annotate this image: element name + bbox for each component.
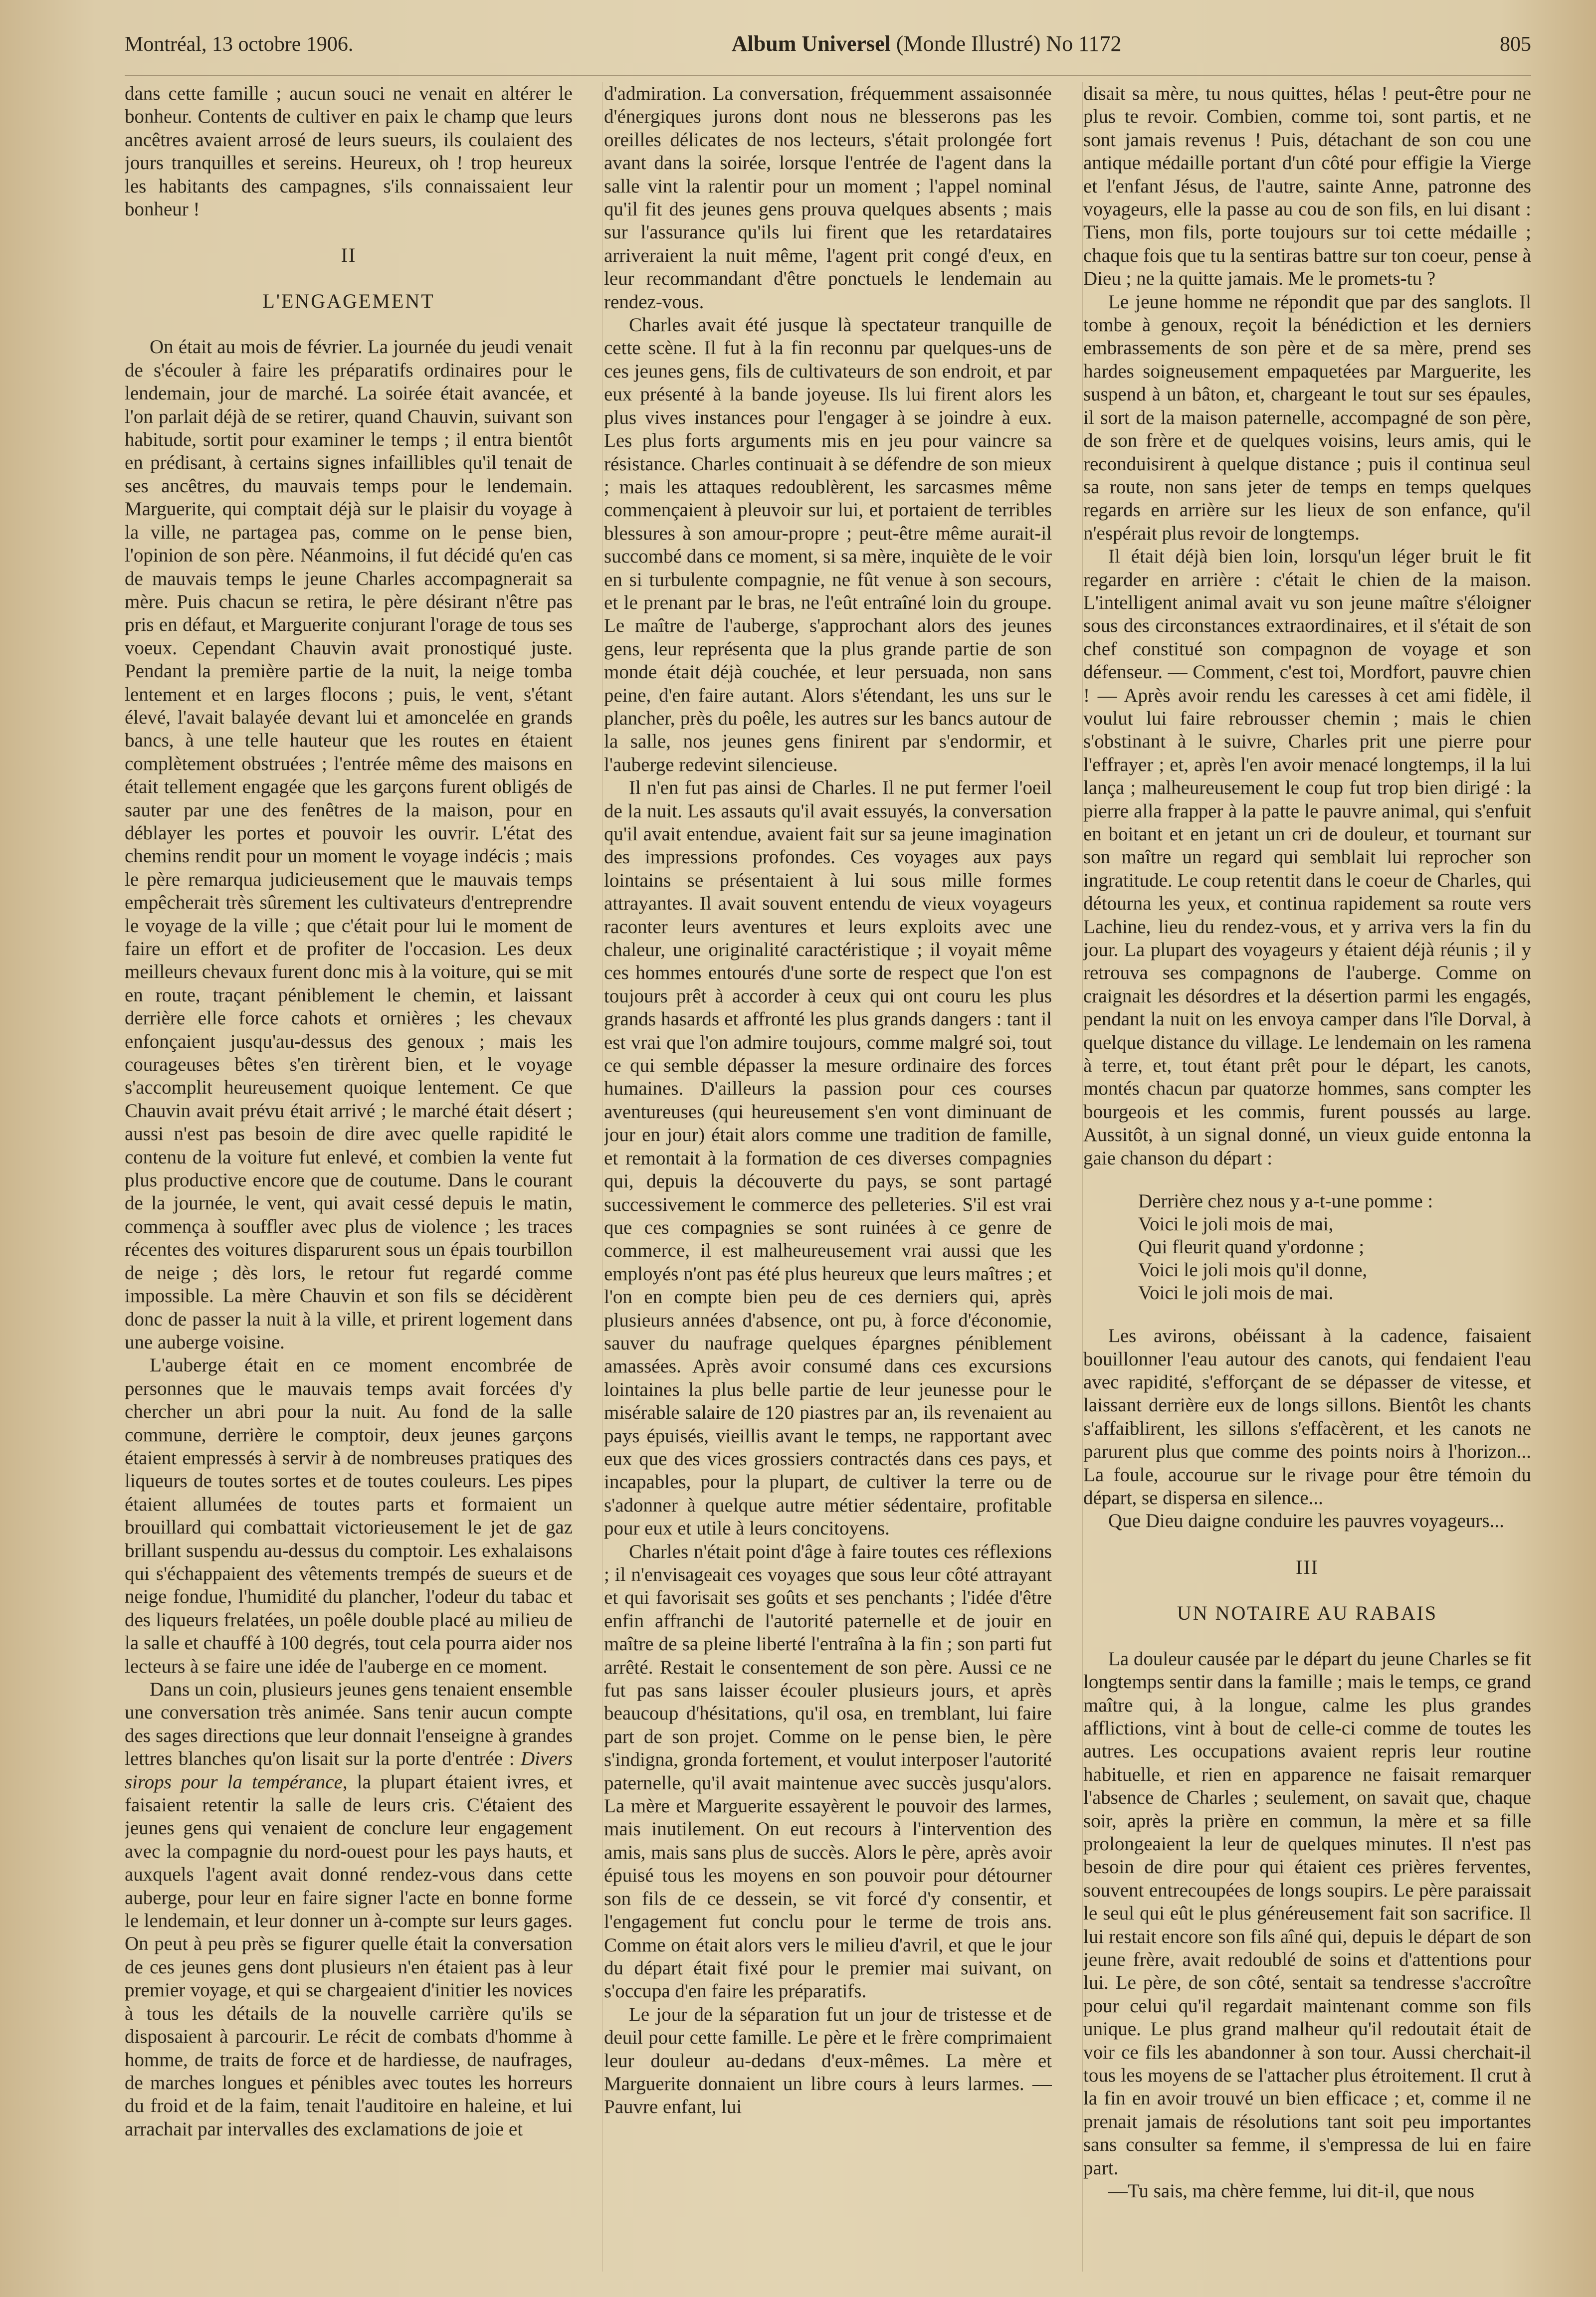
column-3 (1083, 82, 1531, 2272)
paragraph: Il était déjà bien loin, lorsqu'un léger bruit le fit regarder en arrière : c'était le chien de la maison. L'intelligent animal avait vu son jeune maître s'éloigner sous des circonstances extraordinaires, et il s'était de son chef constitué son compagnon de voyage et son défenseur. — Comment, c'est toi, Mordfort, pauvre chien ! — Après avoir rendu les caresses à cet ami fidèle, il voulut lui faire rebrousser chemin ; mais le chien s'obstinant à le suivre, Charles prit une pierre pour l'effrayer ; et, après l'en avoir menacé longtemps, il la lui lança ; malheureusement le coup fut trop bien dirigé : la pierre alla frapper à la patte le pauvre animal, qui s'enfuit en boitant et en jetant un cri de douleur, et tournant sur son maître un regard qui semblait lui reprocher son ingratitude. Le coup retentit dans le coeur de Charles, qui détourna les yeux, et continua rapidement sa route vers Lachine, lieu du rendez-vous, et y arriva vers la fin du jour. La plupart des voyageurs y étaient déjà réunis ; il y retrouva ses compagnons de l'auberge. Comme on craignait les désordres et la désertion parmi les engagés, pendant la nuit on les envoya camper dans l'île Dorval, à quelque distance du village. Le lendemain on les ramena à terre, et, tout étant prêt pour le départ, les canots, montés chacun par quatorze hommes, sans compter les bourgeois et les commis, furent poussés au large. Aussitôt, à un signal donné, un vieux guide entonna la gaie chanson du départ : (1083, 546, 1531, 1169)
paragraph: On était au mois de février. La journée du jeudi venait de s'écouler à faire les préparatifs ordinaires pour le lendemain, jour de marché. La soirée était avancée, et l'on parlait déjà de se retirer, quand Chauvin, suivant son habitude, sortit pour examiner le temps ; il entra bientôt en prédisant, à certains signes infaillibles qu'il tenait de ses ancêtres, du mauvais temps pour le lendemain. Marguerite, qui comptait déjà sur le plaisir du voyage à la ville, ne partagea pas, comme on le pense bien, l'opinion de son père. Néanmoins, il fut décidé qu'en cas de mauvais temps le jeune Charles accompagnerait sa mère. Puis chacun se retira, le père désirant n'être pas pris en défaut, et Marguerite conjurant l'orage de tous ses voeux. Cependant Chauvin avait pronostiqué juste. Pendant la première partie de la nuit, la neige tomba lentement et en larges flocons ; puis, le vent, s'étant élevé, l'avait balayée devant lui et amoncelée en grands bancs, à une telle hauteur que les routes en étaient complètement obstruées ; l'entrée même des maisons en était tellement engagée que les garçons furent obligés de sauter par une des fenêtres de la maison, pour en déblayer les portes et pouvoir les ouvrir. L'état des chemins rendit pour un moment le voyage indécis ; mais le père remarqua judicieusement que le mauvais temps empêcherait très sûrement les cultivateurs d'entreprendre le voyage de la ville ; que c'était pour lui le moment de faire un effort et de profiter de l'occasion. Les deux meilleurs chevaux furent donc mis à la voiture, qui se mit en route, traçant péniblement le chemin, et laissant derrière elle force cahots et ornières ; les chevaux enfonçaient jusqu'au-dessus des genoux ; mais les courageuses bêtes s'en tirèrent bien, et le voyage s'accomplit heureusement quoique lentement. Ce que Chauvin avait prévu était arrivé ; le marché était désert ; aussi n'est pas besoin de dire avec quelle rapidité le contenu de la voiture fut enlevé, et combien la vente fut plus productive encore que de coutume. Dans le courant de la journée, le vent, qui avait cessé depuis le matin, commença à souffler avec plus de violence ; les traces récentes des voitures disparurent sous un épais tourbillon de neige ; dès lors, le retour fut regardé comme impossible. La mère Chauvin et son fils se décidèrent donc de passer la nuit à la ville, et prirent logement dans une auberge voisine. (125, 336, 573, 1353)
verse-line: Voici le joli mois de mai. (1138, 1282, 1334, 1304)
text-run: , la plupart étaient ivres, et faisaient retentir la salle de leurs cris. C'étaient des jeunes gens qui venaient de conclure leur engagement avec la compagnie du nord-ouest pour les pays hauts, et auxquels l'agent avait donné rendez-vous dans cette auberge, pour leur en faire signer l'acte en bonne forme le lendemain, et leur donner un à-compte sur leurs gages. On peut à peu près se figurer quelle était la conversation de ces jeunes gens dont plusieurs n'en étaient pas à leur premier voyage, et qui se chargeaient d'initier les novices à tous les détails de la nouvelle carrière qu'ils se disposaient à parcourir. Le récit de combats d'homme à homme, de traits de force et de hardiesse, de naufrages, de marches longues et pénibles avec toutes les horreurs du froid et de la faim, tenait l'auditoire en haleine, et lui arrachait par intervalles des exclamations de joie et (125, 1771, 573, 2140)
column-2 (604, 82, 1052, 2272)
paragraph: L'auberge était en ce moment encombrée de personnes que le mauvais temps avait forcées d'y chercher un abri pour la nuit. Au fond de la salle commune, derrière le comptoir, deux jeunes garçons étaient empressés à servir à de nombreuses pratiques des liqueurs de toutes sortes et de toutes couleurs. Les pipes étaient allumées de toutes parts et formaient un brouillard qui combattait victorieusement le jet de gaz brillant suspendu au-dessus du comptoir. Les exhalaisons qui s'échappaient des vêtements trempés de sueurs et de neige fondue, l'humidité du plancher, l'odeur du tabac et des liqueurs frelatées, un poêle double placé au milieu de la salle et chauffé à 100 degrés, tout cela pourra aider nos lecteurs à se faire une idée de l'auberge en ce moment. (125, 1354, 573, 1677)
page-number: 805 (1500, 33, 1531, 56)
header-masthead (732, 31, 1122, 56)
text-columns (125, 82, 1531, 2272)
page-header (125, 31, 1531, 66)
verse-line: Derrière chez nous y a-t-une pomme : (1138, 1190, 1433, 1212)
paragraph (125, 1678, 573, 2141)
verse-line: Qui fleurit quand y'ordonne ; (1138, 1236, 1365, 1258)
paragraph: Charles n'était point d'âge à faire toutes ces réflexions ; il n'envisageait ces voyages que sous leur côté attrayant et qui favorisait ses goûts et ses penchants ; l'idée d'être enfin affranchi de l'autorité paternelle et de jouir en maître de sa pleine liberté l'entraîna à la fin ; son parti fut arrêté. Restait le consentement de son père. Aussi ce ne fut pas sans laisser écouler plusieurs jours, et après beaucoup d'hésitations, qu'il osa, en tremblant, lui faire part de son projet. Comme on le pense bien, le père s'indigna, gronda fortement, et voulut interposer l'autorité paternelle, qu'il avait maintenue avec succès jusqu'alors. La mère et Marguerite essayèrent le pouvoir des larmes, mais inutilement. On eut recours à l'intervention des amis, mais sans plus de succès. Alors le père, après avoir épuisé tous les moyens en son pouvoir pour détourner son fils de ce dessein, se vit forcé d'y consentir, et l'engagement fut conclu pour le terme de trois ans. Comme on était alors vers le milieu d'avril, et que le jour du départ était fixé pour le premier mai suivant, on s'occupa d'en faire les préparatifs. (604, 1540, 1052, 2002)
paragraph: Le jour de la séparation fut un jour de tristesse et de deuil pour cette famille. Le père et le frère comprimaient leur douleur au-dedans d'eux-mêmes. La mère et Marguerite donnaient un libre cours à leurs larmes. — Pauvre enfant, lui (604, 2003, 1052, 2118)
paragraph: Il n'en fut pas ainsi de Charles. Il ne put fermer l'oeil de la nuit. Les assauts qu'il avait essuyés, la conversation qu'il avait entendue, avaient fait sur sa jeune imagination des impressions profondes. Ces voyages aux pays lointains se présentaient à lui sous mille formes attrayantes. Il avait souvent entendu de vieux voyageurs raconter leurs aventures et leurs exploits avec une chaleur, une originalité caractéristique ; il voyait même ces hommes entourés d'une sorte de respect que l'on est toujours prêt à accorder à ceux qui ont couru les plus grands hasards et affronté les plus grands dangers : tant il est vrai que l'on admire toujours, comme malgré soi, tout ce qui semble dépasser la mesure ordinaire des forces humaines. D'ailleurs la passion pour ces courses aventureuses (qui heureusement s'en vont diminuant de jour en jour) était alors comme une tradition de famille, et remontait à la formation de ces diverses compagnies qui, depuis la découverte du pays, se sont partagé successivement le commerce des pelleteries. S'il est vrai que ces compagnies se sont ruinées à ce genre de commerce, il est malheureusement vrai aussi que les employés n'ont pas été plus heureux que leurs maîtres ; et l'on en compte bien peu de ces derniers qui, après plusieurs années d'absence, ont pu, à force d'économie, sauver du naufrage quelques épargnes péniblement amassées. Après avoir consumé dans ces excursions lointaines la plus belle partie de leur jeunesse pour le misérable salaire de 120 piastres par an, ils revenaient au pays épuisés, vieillis avant le temps, ne rapportant avec eux que des vices grossiers contractés dans ces pays, et incapables, pour la plupart, de cultiver la terre ou de s'adonner à quelque autre métier sédentaire, profitable pour eux et utile à leurs concitoyens. (604, 777, 1052, 1539)
paragraph: Le jeune homme ne répondit que par des sanglots. Il tombe à genoux, reçoit la bénédiction et les derniers embrassements de son père et de sa mère, prend ses hardes soigneusement empaquetées par Marguerite, les suspend à un bâton, et, chargeant le tout sur ses épaules, il sort de la maison paternelle, accompagné de son père, de son frère et de quelques voisins, leurs amis, qui le reconduisirent à quelque distance ; puis il continua seul sa route, non sans jeter de temps en temps quelques regards en arrière sur les lieux de son enfance, qu'il n'espérait plus revoir de longtemps. (1083, 291, 1531, 544)
paragraph: La douleur causée par le départ du jeune Charles se fit longtemps sentir dans la famille ; mais le temps, ce grand maître qui, à la longue, calme les plus grandes afflictions, vint à bout de celle-ci comme de toutes les autres. Les occupations avaient repris leur routine habituelle, et rien en apparence ne faisait remarquer l'absence de Charles ; seulement, on savait que, chaque soir, après la prière en commun, la mère et sa fille prolongeaient la leur de quelques minutes. Il n'est pas besoin de dire pour qui étaient ces prières ferventes, souvent entrecoupées de longs soupirs. Le père paraissait le seul qui eût le plus généreusement fait son sacrifice. Il lui restait encore son fils aîné qui, depuis le départ de son jeune frère, avait redoublé de soins et d'attentions pour lui. Le père, de son côté, sentait sa tendresse s'accroître pour celui qu'il regardait maintenant comme son fils unique. Le plus grand malheur qu'il redoutait était de voir ce fils les abandonner à son tour. Aussi cherchait-il tous les moyens de se l'attacher plus étroitement. Il crut à la fin en avoir trouvé un bien efficace ; et, comme il ne prenait jamais de résolutions tant soit peu importantes sans consulter sa femme, il s'empressa de lui en faire part. (1083, 1648, 1531, 2179)
paragraph: d'admiration. La conversation, fréquemment assaisonnée d'énergiques jurons dont nous ne blesserons pas les oreilles délicates de nos lecteurs, s'était prolongée fort avant dans la soirée, lorsque l'entrée de l'agent dans la salle vint la ralentir pour un moment ; l'appel nominal qu'il fit des jeunes gens prouva quelques absents ; mais sur l'assurance qu'ils lui firent que les retardataires arriveraient la nuit même, l'agent prit congé d'eux, en leur recommandant d'être ponctuels le lendemain au rendez-vous. (604, 83, 1052, 313)
paragraph: Charles avait été jusque là spectateur tranquille de cette scène. Il fut à la fin reconnu par quelques-uns de ces jeunes gens, fils de cultivateurs de son endroit, et par eux présenté à la bande joyeuse. Ils lui firent alors les plus vives instances pour l'engager à se joindre à eux. Les plus forts arguments mis en jeu pour vaincre sa résistance. Charles continuait à se défendre de son mieux ; mais les attaques redoublèrent, les sarcasmes même commençaient à pleuvoir sur lui, et portaient de terribles blessures à son amour-propre ; peut-être même aurait-il succombé dans ce moment, si sa mère, inquiète de le voir en si turbulente compagnie, ne fût venue à son secours, et le prenant par le bras, ne l'eût entraîné loin du groupe. Le maître de l'auberge, s'approchant alors des jeunes gens, leur représenta que la plus grande partie de son monde était déjà couchée, et leur persuada, non sans peine, d'en faire autant. Alors s'étendant, les uns sur le plancher, près du poêle, les autres sur les bancs autour de la salle, nos jeunes gens finirent par s'endormir, et l'auberge redevint silencieuse. (604, 314, 1052, 775)
song-verse (1138, 1190, 1531, 1305)
text-run: Dans un coin, plusieurs jeunes gens tenaient ensemble une conversation très animée. Sans tenir aucun compte des sages directions que leur donnait l'enseigne à grandes lettres blanches qu'on lisait sur la porte d'entrée : (125, 1679, 573, 1770)
chapter-title: UN NOTAIRE AU RABAIS (1177, 1601, 1438, 1624)
column-1 (125, 82, 573, 2272)
verse-line: Voici le joli mois qu'il donne, (1138, 1259, 1368, 1281)
italic-sign-text: Divers sirops pour la tempérance (125, 1748, 573, 1793)
header-dateline: Montréal, 13 octobre 1906. (125, 33, 354, 56)
paragraph: Les avirons, obéissant à la cadence, faisaient bouillonner l'eau autour des canots, qui fendaient l'eau avec rapidité, s'efforçant de se dépasser de vitesse, et laissant derrière eux de longs sillons. Bientôt les chants s'affaiblirent, les sillons s'effacèrent, et les canots ne parurent plus que comme des points noirs à l'horizon... La foule, accourue sur le rivage pour être témoin du départ, se dispersa en silence... (1083, 1325, 1531, 1509)
masthead-issue: (Monde Illustré) No 1172 (896, 31, 1122, 56)
chapter-title: L'ENGAGEMENT (262, 290, 435, 313)
paragraph: Que Dieu daigne conduire les pauvres voyageurs... (1108, 1510, 1504, 1532)
masthead-title: Album Universel (731, 31, 891, 56)
header-rule (125, 75, 1531, 76)
verse-line: Voici le joli mois de mai, (1138, 1213, 1334, 1235)
chapter-number: II (341, 244, 357, 267)
paragraph: disait sa mère, tu nous quittes, hélas ! peut-être pour ne plus te revoir. Combien, comme toi, sont partis, et ne sont jamais revenus ! Puis, détachant de son cou une antique médaille portant d'un côté pour effigie la Vierge et l'enfant Jésus, de l'autre, sainte Anne, patronne des voyageurs, elle la passe au cou de son fils, en lui disant : Tiens, mon fils, porte toujours sur toi cette médaille ; chaque fois que tu la sentiras battre sur ton coeur, pense à Dieu ; ne la quitte jamais. Me le promets-tu ? (1083, 83, 1531, 290)
chapter-number: III (1296, 1555, 1319, 1578)
paragraph: dans cette famille ; aucun souci ne venait en altérer le bonheur. Contents de cultiver en paix le champ que leurs ancêtres avaient arrosé de leurs sueurs, ils coulaient des jours tranquilles et sereins. Heureux, oh ! trop heureux les habitants des campagnes, s'ils connaissaient leur bonheur ! (125, 83, 573, 220)
paragraph: —Tu sais, ma chère femme, lui dit-il, que nous (1108, 2180, 1475, 2202)
